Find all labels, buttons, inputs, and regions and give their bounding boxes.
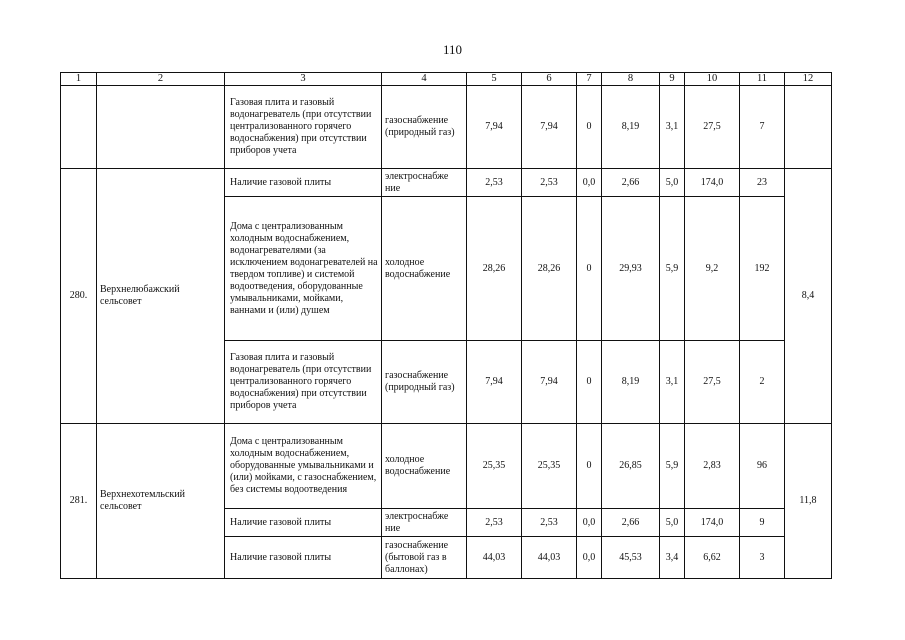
value-cell-8: 2,66 xyxy=(602,169,660,197)
value-cell-8: 26,85 xyxy=(602,424,660,509)
value-cell-6: 2,53 xyxy=(522,509,577,537)
description-cell: Газовая плита и газовый водонагреватель (при отсутствии централизованного горячего водоснабжения) при отсутствии приборов учета xyxy=(225,341,382,424)
value-cell-5: 7,94 xyxy=(467,86,522,169)
value-cell-11: 3 xyxy=(740,537,785,579)
value-cell-11: 7 xyxy=(740,86,785,169)
value-cell-9: 3,1 xyxy=(660,341,685,424)
utility-type-cell: электроснабже ние xyxy=(382,509,467,537)
column-header: 12 xyxy=(785,73,832,86)
value-cell-7: 0,0 xyxy=(577,509,602,537)
value-cell-5: 7,94 xyxy=(467,341,522,424)
page-number: 110 xyxy=(442,42,463,57)
value-cell-7: 0,0 xyxy=(577,537,602,579)
table-row xyxy=(61,86,832,169)
description-cell: Дома с централизованным холодным водоснабжением, оборудованные умывальниками и (или) мойками, с газоснабжением, без системы водоотведения xyxy=(225,424,382,509)
utility-type-cell: газоснабжение (природный газ) xyxy=(382,341,467,424)
column-header: 7 xyxy=(577,73,602,86)
row-number-cell: 280. xyxy=(61,169,97,424)
value-cell-5: 25,35 xyxy=(467,424,522,509)
value-cell-6: 44,03 xyxy=(522,537,577,579)
column-header: 4 xyxy=(382,73,467,86)
value-cell-6: 2,53 xyxy=(522,169,577,197)
value-cell-7: 0 xyxy=(577,197,602,341)
value-cell-10: 27,5 xyxy=(685,86,740,169)
value-cell-10: 2,83 xyxy=(685,424,740,509)
value-cell-11: 2 xyxy=(740,341,785,424)
column-header: 9 xyxy=(660,73,685,86)
value-cell-6: 7,94 xyxy=(522,86,577,169)
value-cell-5: 2,53 xyxy=(467,509,522,537)
value-cell-8: 29,93 xyxy=(602,197,660,341)
value-cell-6: 25,35 xyxy=(522,424,577,509)
value-cell-12 xyxy=(785,86,832,169)
utility-type-cell: газоснабжение (природный газ) xyxy=(382,86,467,169)
value-cell-8: 8,19 xyxy=(602,341,660,424)
column-header: 6 xyxy=(522,73,577,86)
value-cell-11: 9 xyxy=(740,509,785,537)
value-cell-9: 5,9 xyxy=(660,197,685,341)
value-cell-10: 6,62 xyxy=(685,537,740,579)
description-cell: Наличие газовой плиты xyxy=(225,509,382,537)
value-cell-9: 5,9 xyxy=(660,424,685,509)
column-header: 3 xyxy=(225,73,382,86)
municipality-cell xyxy=(97,86,225,169)
value-cell-10: 174,0 xyxy=(685,509,740,537)
municipality-cell: Верхнелюбажский сельсовет xyxy=(97,169,225,424)
utility-type-cell: газоснабжение (бытовой газ в баллонах) xyxy=(382,537,467,579)
tariff-table xyxy=(60,72,832,579)
description-cell: Наличие газовой плиты xyxy=(225,169,382,197)
value-cell-10: 27,5 xyxy=(685,341,740,424)
utility-type-cell: холодное водоснабжение xyxy=(382,424,467,509)
utility-type-cell: электроснабже ние xyxy=(382,169,467,197)
row-number-cell xyxy=(61,86,97,169)
value-cell-10: 174,0 xyxy=(685,169,740,197)
table-row xyxy=(61,169,832,197)
value-cell-11: 96 xyxy=(740,424,785,509)
value-cell-10: 9,2 xyxy=(685,197,740,341)
row-number-cell: 281. xyxy=(61,424,97,579)
value-cell-5: 44,03 xyxy=(467,537,522,579)
description-cell: Наличие газовой плиты xyxy=(225,537,382,579)
column-header: 11 xyxy=(740,73,785,86)
value-cell-12: 11,8 xyxy=(785,424,832,579)
column-header: 2 xyxy=(97,73,225,86)
value-cell-7: 0 xyxy=(577,341,602,424)
table-header-row xyxy=(61,73,832,86)
value-cell-11: 192 xyxy=(740,197,785,341)
value-cell-6: 28,26 xyxy=(522,197,577,341)
column-header: 8 xyxy=(602,73,660,86)
value-cell-8: 8,19 xyxy=(602,86,660,169)
table-row xyxy=(61,424,832,509)
value-cell-9: 5,0 xyxy=(660,169,685,197)
column-header: 1 xyxy=(61,73,97,86)
value-cell-5: 28,26 xyxy=(467,197,522,341)
value-cell-12: 8,4 xyxy=(785,169,832,424)
value-cell-6: 7,94 xyxy=(522,341,577,424)
value-cell-7: 0,0 xyxy=(577,169,602,197)
utility-type-cell: холодное водоснабжение xyxy=(382,197,467,341)
value-cell-11: 23 xyxy=(740,169,785,197)
value-cell-7: 0 xyxy=(577,86,602,169)
value-cell-9: 5,0 xyxy=(660,509,685,537)
value-cell-7: 0 xyxy=(577,424,602,509)
description-cell: Газовая плита и газовый водонагреватель (при отсутствии централизованного горячего водоснабжения) при отсутствии приборов учета xyxy=(225,86,382,169)
value-cell-8: 45,53 xyxy=(602,537,660,579)
value-cell-5: 2,53 xyxy=(467,169,522,197)
municipality-cell: Верхнехотемльский сельсовет xyxy=(97,424,225,579)
description-cell: Дома с централизованным холодным водоснабжением, водонагревателями (за исключением водонагревателей на твердом топливе) и системой водоотведения, оборудованные умывальниками, мойками, ваннами и (или) душем xyxy=(225,197,382,341)
value-cell-9: 3,4 xyxy=(660,537,685,579)
value-cell-9: 3,1 xyxy=(660,86,685,169)
column-header: 5 xyxy=(467,73,522,86)
value-cell-8: 2,66 xyxy=(602,509,660,537)
column-header: 10 xyxy=(685,73,740,86)
